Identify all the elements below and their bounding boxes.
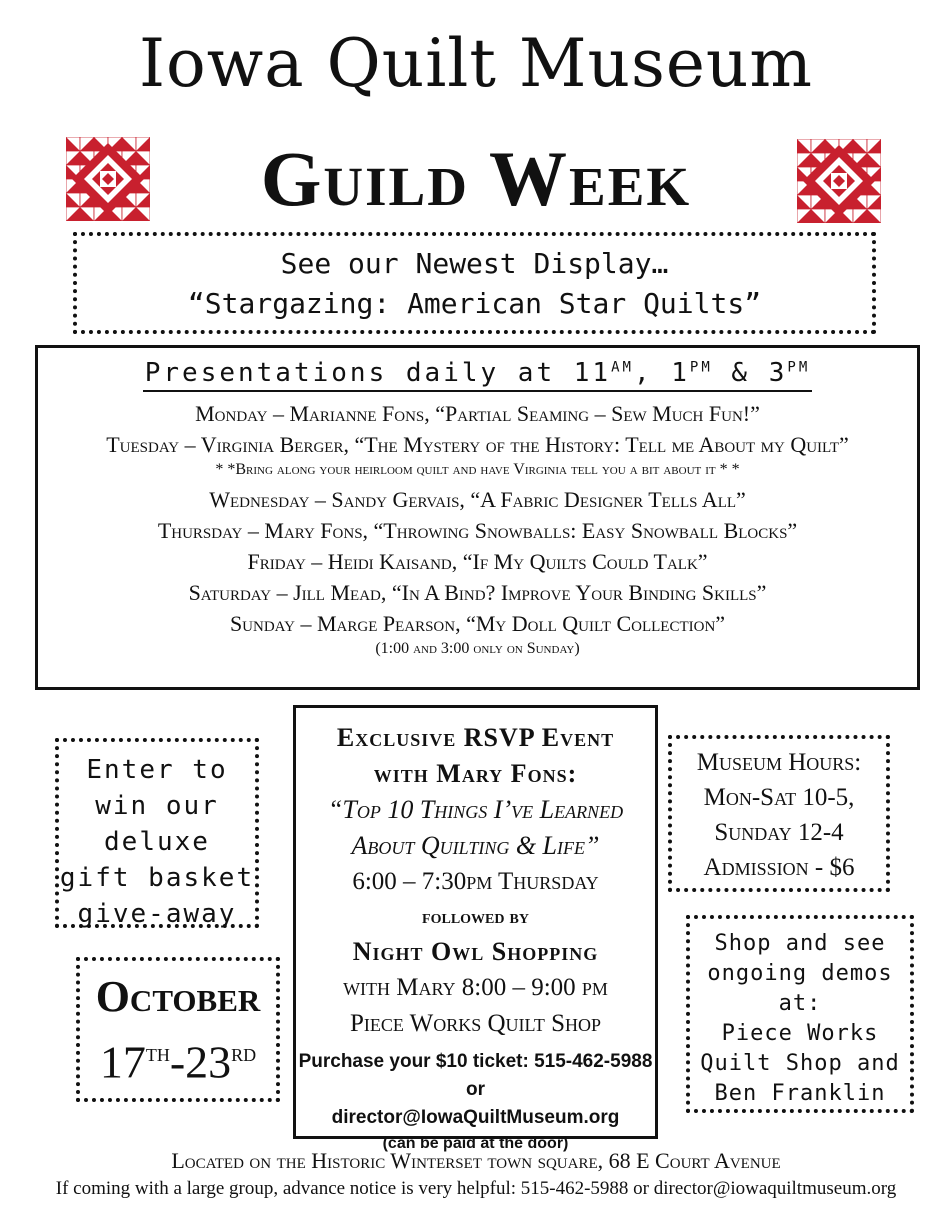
quilt-block-right-art — [797, 139, 881, 223]
event-day-range — [80, 1023, 276, 1094]
start-day: 17 — [99, 1036, 146, 1088]
schedule-tuesday-note: * *Bring along your heirloom quilt and have Virginia tell you a bit about it * * — [215, 461, 740, 478]
demos-line: Piece Works — [721, 1021, 879, 1046]
schedule-monday: Monday – Marianne Fons, “Partial Seaming – Sew Much Fun!” — [195, 401, 760, 426]
hours-heading: Museum Hours: — [696, 749, 862, 776]
hours-sunday: Sunday 12-4 — [714, 819, 844, 846]
presentations-box — [35, 345, 920, 690]
giveaway-line: give-away — [77, 899, 237, 929]
page-title: Iowa Quilt Museum — [138, 25, 814, 102]
rsvp-title: Exclusive RSVP Event — [336, 723, 615, 752]
display-title: “Stargazing: American Star Quilts” — [187, 287, 762, 320]
rsvp-followed-by: followed by — [422, 906, 529, 928]
schedule-wednesday: Wednesday – Sandy Gervais, “A Fabric Designer Tells All” — [209, 487, 746, 512]
night-owl-title: Night Owl Shopping — [352, 937, 599, 966]
event-month: October — [95, 972, 261, 1021]
heading-text-3: & 3 — [712, 358, 788, 388]
new-display-box — [73, 232, 876, 334]
schedule-sunday: Sunday – Marge Pearson, “My Doll Quilt Collection” — [229, 611, 726, 636]
event-title: Guild Week — [260, 135, 692, 222]
hours-weekday: Mon-Sat 10-5, — [703, 784, 855, 811]
giveaway-line: gift basket — [59, 863, 255, 893]
giveaway-box — [55, 738, 259, 928]
demos-line: Shop and see — [714, 931, 886, 956]
heading-pm-2: PM — [787, 359, 811, 376]
heading-am: AM — [611, 359, 634, 376]
heading-text-1: Presentations daily at 11 — [144, 358, 612, 388]
ticket-pay-note: (can be paid at the door) — [382, 1135, 569, 1152]
rsvp-talk-title-1: “Top 10 Things I’ve Learned — [327, 795, 624, 824]
end-suffix: RD — [231, 1045, 257, 1065]
demos-line: Quilt Shop and — [700, 1051, 900, 1076]
giveaway-line: win our — [95, 791, 219, 821]
heading-pm-1: PM — [689, 359, 713, 376]
rsvp-host: with Mary Fons: — [373, 759, 578, 788]
ticket-phone: Purchase your $10 ticket: 515-462-5988 or — [298, 1051, 653, 1100]
demos-box — [686, 915, 914, 1113]
demos-line: Ben Franklin — [714, 1081, 886, 1106]
museum-hours-box — [668, 735, 890, 892]
ticket-email[interactable]: director@IowaQuiltMuseum.org — [331, 1107, 620, 1128]
night-owl-location: Piece Works Quilt Shop — [349, 1010, 602, 1037]
display-intro: See our Newest Display… — [280, 247, 669, 280]
date-dash: - — [169, 1036, 186, 1088]
rsvp-time: 6:00 – 7:30pm Thursday — [352, 868, 599, 895]
giveaway-line: Enter to — [86, 755, 228, 785]
schedule-tuesday: Tuesday – Virginia Berger, “The Mystery of the History: Tell me About my Quilt” — [106, 432, 849, 457]
schedule-saturday: Saturday – Jill Mead, “In A Bind? Improve Your Binding Skills” — [188, 580, 767, 605]
giveaway-line: deluxe — [104, 827, 210, 857]
presentations-heading — [143, 358, 813, 392]
schedule-friday: Friday – Heidi Kaisand, “If My Quilts Could Talk” — [247, 549, 708, 574]
rsvp-talk-title-2: About Quilting & Life” — [351, 831, 600, 860]
demos-line: at: — [778, 991, 822, 1016]
rsvp-event-box — [293, 705, 658, 1152]
location-line: Located on the Historic Winterset town square, 68 E Court Avenue — [171, 1148, 781, 1173]
demos-line: ongoing demos — [707, 961, 893, 986]
heading-text-2: , 1 — [633, 358, 690, 388]
event-dates-box — [76, 957, 280, 1102]
admission-price: Admission - $6 — [703, 854, 855, 881]
start-suffix: TH — [145, 1045, 170, 1065]
night-owl-time: with Mary 8:00 – 9:00 pm — [343, 974, 608, 1001]
schedule-thursday: Thursday – Mary Fons, “Throwing Snowballs: Easy Snowball Blocks” — [157, 518, 798, 543]
schedule-sunday-note: (1:00 and 3:00 only on Sunday) — [375, 640, 580, 657]
quilt-block-icon — [797, 139, 881, 223]
end-day: 23 — [185, 1036, 232, 1088]
group-notice: If coming with a large group, advance notice is very helpful: 515-462-5988 or director@iowaquiltmuseum.org — [55, 1178, 897, 1199]
